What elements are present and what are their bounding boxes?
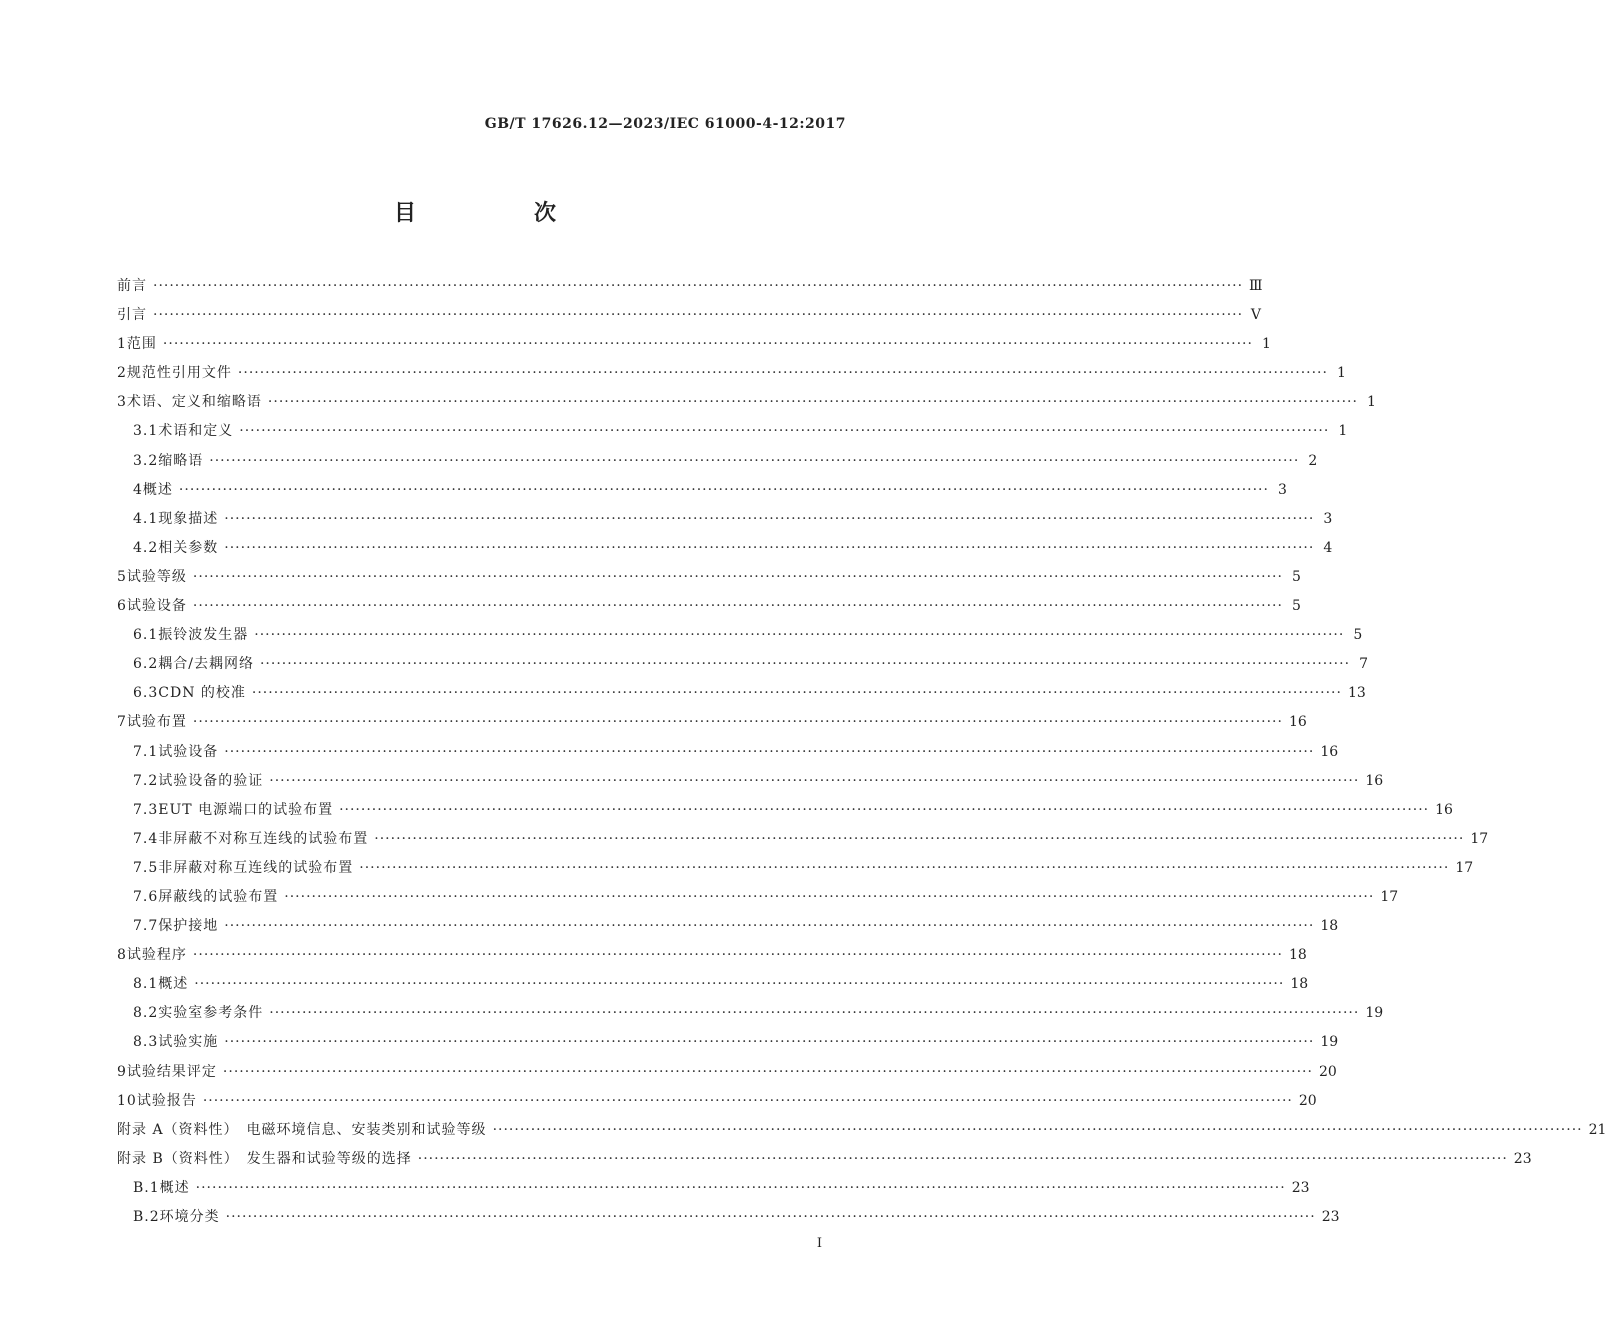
- toc-entry-number: 8: [117, 947, 127, 964]
- toc-entry-number: 10: [117, 1092, 137, 1109]
- toc-entry-title: 试验程序: [126, 947, 187, 964]
- toc-entry[interactable]: [117, 767, 1384, 796]
- toc-entry[interactable]: [117, 592, 1301, 621]
- toc-entry-number: 7.1: [133, 743, 159, 760]
- toc-leader-dots: ········································································································································································································: [153, 307, 1244, 324]
- toc-leader-dots: ········································································································································································································: [254, 627, 1345, 644]
- toc-leader-dots: ········································································································································································································: [269, 1005, 1360, 1022]
- toc-entry[interactable]: [117, 505, 1333, 534]
- toc-entry[interactable]: [117, 883, 1399, 912]
- toc-entry-number: 6: [117, 598, 127, 615]
- toc-entry[interactable]: [117, 679, 1366, 708]
- toc-entry-number: 7.3: [133, 801, 159, 818]
- toc-entry-title: 试验设备: [126, 598, 187, 615]
- toc-entry-title: 非屏蔽对称互连线的试验布置: [158, 859, 354, 876]
- toc-entry-title: 环境分类: [159, 1209, 220, 1225]
- toc-entry-title: 引言: [117, 307, 147, 324]
- toc-entry[interactable]: [117, 272, 1263, 301]
- toc-entry[interactable]: [117, 650, 1369, 679]
- toc-entry-number: 8.2: [133, 1005, 159, 1022]
- toc-entry[interactable]: [117, 301, 1262, 330]
- toc-entry-page: 16: [1288, 714, 1307, 731]
- toc-entry-number: 6.3: [133, 685, 159, 702]
- toc-entry-number: 6.1: [133, 627, 159, 644]
- toc-leader-dots: ········································································································································································································: [162, 336, 1253, 353]
- toc-entry[interactable]: [117, 1087, 1317, 1116]
- toc-entry-page: 4: [1323, 539, 1333, 556]
- toc-leader-dots: ········································································································································································································: [224, 1034, 1315, 1051]
- toc-entry-title: 试验实施: [158, 1034, 219, 1051]
- toc-entry-page: 5: [1292, 568, 1301, 585]
- toc-entry-number: B.2: [133, 1209, 160, 1225]
- toc-entry-page: 16: [1365, 772, 1384, 789]
- toc-entry[interactable]: [117, 941, 1307, 970]
- standard-code: GB/T 17626.12—2023/IEC 61000-4-12:2017: [484, 116, 846, 132]
- toc-entry-page: 1: [1262, 336, 1271, 353]
- toc-entry-page: 1: [1337, 365, 1346, 382]
- toc-leader-dots: ········································································································································································································: [269, 772, 1360, 789]
- toc-entry-page: 19: [1320, 1034, 1339, 1051]
- toc-entry[interactable]: [117, 970, 1309, 999]
- toc-leader-dots: ········································································································································································································: [192, 714, 1283, 731]
- toc-leader-dots: ········································································································································································································: [237, 365, 1328, 382]
- toc-entry-number: 7: [117, 714, 127, 731]
- toc-leader-dots: ········································································································································································································: [359, 859, 1450, 876]
- toc-entry-title: 附录 A（资料性） 电磁环境信息、安装类别和试验等级: [117, 1121, 487, 1138]
- toc-entry-page: 18: [1320, 918, 1339, 935]
- toc-entry-title: 缩略语: [158, 452, 204, 469]
- toc-entry[interactable]: [117, 359, 1346, 388]
- toc-entry-page: 17: [1470, 830, 1489, 847]
- toc-entry-title: 相关参数: [158, 539, 219, 556]
- toc-entry-number: 3.1: [133, 423, 159, 440]
- toc-entry[interactable]: [117, 621, 1363, 650]
- toc-entry-page: 21: [1588, 1121, 1606, 1138]
- toc-entry-page: 7: [1359, 656, 1369, 673]
- toc-entry-title: 附录 B（资料性） 发生器和试验等级的选择: [117, 1150, 412, 1167]
- toc-entry-title: 范围: [126, 336, 157, 353]
- toc-leader-dots: ········································································································································································································: [192, 947, 1283, 964]
- toc-entry-title: 试验结果评定: [126, 1063, 217, 1080]
- toc-entry-page: 18: [1288, 947, 1307, 964]
- page-number: Ⅰ: [816, 1236, 822, 1251]
- toc-entry-title: 实验室参考条件: [158, 1005, 264, 1022]
- toc-entry[interactable]: [117, 708, 1307, 737]
- toc-leader-dots: ········································································································································································································: [195, 1179, 1286, 1196]
- toc-leader-dots: ········································································································································································································: [239, 423, 1330, 440]
- toc-entry-number: 7.4: [133, 830, 159, 847]
- toc-entry-title: 保护接地: [158, 918, 219, 935]
- toc-leader-dots: ········································································································································································································: [153, 278, 1244, 294]
- toc-leader-dots: ········································································································································································································: [284, 888, 1375, 905]
- toc-leader-dots: ········································································································································································································: [251, 685, 1342, 702]
- toc-entry-title: 术语、定义和缩略语: [126, 394, 262, 411]
- toc-leader-dots: ········································································································································································································: [417, 1150, 1508, 1167]
- toc-leader-dots: ········································································································································································································: [339, 801, 1430, 818]
- toc-entry-title: 耦合/去耦网络: [158, 656, 254, 673]
- toc-entry-page: 17: [1455, 859, 1474, 876]
- toc-entry[interactable]: [117, 825, 1489, 854]
- toc-leader-dots: ········································································································································································································: [492, 1121, 1583, 1138]
- toc-entry-page: 3: [1278, 481, 1287, 498]
- toc-entry-page: 2: [1308, 452, 1318, 469]
- toc-entry-title: 试验设备: [158, 743, 219, 760]
- toc-leader-dots: ········································································································································································································: [374, 830, 1465, 847]
- toc-entry-number: 2: [117, 365, 127, 382]
- toc-entry-number: 6.2: [133, 656, 159, 673]
- toc-entry-page: 23: [1513, 1150, 1532, 1167]
- toc-entry-title: 屏蔽线的试验布置: [158, 888, 279, 905]
- toc-entry[interactable]: [117, 912, 1339, 941]
- toc-entry[interactable]: [117, 447, 1318, 476]
- toc-leader-dots: ········································································································································································································: [202, 1092, 1293, 1109]
- toc-entry-page: 18: [1290, 976, 1309, 993]
- toc-entry-title: 试验布置: [126, 714, 187, 731]
- toc-entry-page: 1: [1367, 394, 1376, 411]
- toc-entry-number: 8.1: [133, 976, 159, 993]
- toc-entry-number: 7.6: [133, 888, 159, 905]
- toc-entry-page: 5: [1353, 627, 1363, 644]
- toc-entry-number: 5: [117, 568, 127, 585]
- toc-entry[interactable]: [117, 476, 1287, 505]
- toc-leader-dots: ········································································································································································································: [259, 656, 1351, 673]
- toc-entry-page: 1: [1338, 423, 1348, 440]
- toc-entry-page: 19: [1365, 1005, 1384, 1022]
- toc-entry-title: 非屏蔽不对称互连线的试验布置: [158, 830, 369, 847]
- toc-entry-page: 23: [1291, 1179, 1310, 1196]
- toc-leader-dots: ········································································································································································································: [224, 539, 1315, 556]
- toc-leader-dots: ········································································································································································································: [192, 598, 1283, 615]
- toc-entry-number: B.1: [133, 1179, 160, 1196]
- toc-entry-number: 9: [117, 1063, 127, 1080]
- toc-entry-number: 4.2: [133, 539, 159, 556]
- toc-leader-dots: ········································································································································································································: [222, 1063, 1313, 1080]
- toc-entry[interactable]: [117, 1174, 1310, 1203]
- toc-entry-page: 3: [1323, 510, 1333, 527]
- toc-entry[interactable]: [117, 738, 1339, 767]
- toc-entry-page: 20: [1318, 1063, 1337, 1080]
- page-title: 目 次: [393, 200, 604, 226]
- toc-entry-number: 7.7: [133, 918, 159, 935]
- toc-entry-number: 7.5: [133, 859, 159, 876]
- toc-entry[interactable]: [117, 534, 1333, 563]
- toc-entry-title: 前言: [117, 278, 147, 294]
- toc-entry-page: 16: [1320, 743, 1339, 760]
- toc-entry-title: 试验报告: [136, 1092, 197, 1109]
- toc-entry-title: 试验设备的验证: [158, 772, 264, 789]
- toc-leader-dots: ········································································································································································································: [224, 510, 1315, 527]
- toc-entry-title: 规范性引用文件: [126, 365, 232, 382]
- toc-leader-dots: ········································································································································································································: [224, 743, 1315, 760]
- table-of-contents: [117, 272, 1606, 1232]
- toc-entry[interactable]: [117, 1116, 1606, 1145]
- toc-entry-page: 20: [1298, 1092, 1317, 1109]
- toc-leader-dots: ········································································································································································································: [267, 394, 1358, 411]
- toc-entry[interactable]: [117, 1028, 1339, 1057]
- toc-leader-dots: ········································································································································································································: [225, 1209, 1316, 1225]
- toc-leader-dots: ········································································································································································································: [194, 976, 1285, 993]
- toc-entry-page: 23: [1321, 1209, 1340, 1225]
- toc-entry[interactable]: [117, 854, 1474, 883]
- toc-leader-dots: ········································································································································································································: [178, 481, 1269, 498]
- toc-entry[interactable]: [117, 417, 1348, 446]
- toc-entry[interactable]: [117, 1145, 1532, 1174]
- toc-entry-title: 概述: [142, 481, 173, 498]
- toc-entry[interactable]: [117, 388, 1376, 417]
- toc-entry-page: Ⅲ: [1249, 278, 1263, 294]
- toc-entry-title: CDN 的校准: [158, 685, 246, 702]
- toc-entry-title: 现象描述: [158, 510, 219, 527]
- toc-entry[interactable]: [117, 563, 1301, 592]
- toc-entry[interactable]: [117, 1203, 1340, 1232]
- toc-entry-title: 试验等级: [126, 568, 187, 585]
- toc-entry-number: 4: [133, 481, 143, 498]
- toc-entry-number: 4.1: [133, 510, 159, 527]
- toc-entry-number: 3.2: [133, 452, 159, 469]
- toc-entry[interactable]: [117, 999, 1384, 1028]
- toc-entry-page: 13: [1347, 685, 1366, 702]
- toc-entry-title: 概述: [158, 976, 189, 993]
- toc-entry[interactable]: [117, 1058, 1337, 1087]
- toc-entry-number: 1: [117, 336, 127, 353]
- toc-entry-title: 概述: [159, 1179, 190, 1196]
- toc-leader-dots: ········································································································································································································: [192, 568, 1283, 585]
- toc-leader-dots: ········································································································································································································: [209, 452, 1300, 469]
- toc-entry-title: EUT 电源端口的试验布置: [158, 801, 334, 818]
- toc-entry-number: 3: [117, 394, 127, 411]
- toc-entry-page: 5: [1292, 598, 1301, 615]
- toc-entry-number: 7.2: [133, 772, 159, 789]
- toc-entry[interactable]: [117, 330, 1271, 359]
- toc-entry-title: 术语和定义: [158, 423, 234, 440]
- toc-leader-dots: ········································································································································································································: [224, 918, 1315, 935]
- toc-entry-number: 8.3: [133, 1034, 159, 1051]
- toc-entry-page: Ⅴ: [1250, 307, 1262, 324]
- toc-entry[interactable]: [117, 796, 1453, 825]
- toc-entry-title: 振铃波发生器: [158, 627, 249, 644]
- toc-entry-page: 17: [1380, 888, 1399, 905]
- toc-entry-page: 16: [1435, 801, 1453, 818]
